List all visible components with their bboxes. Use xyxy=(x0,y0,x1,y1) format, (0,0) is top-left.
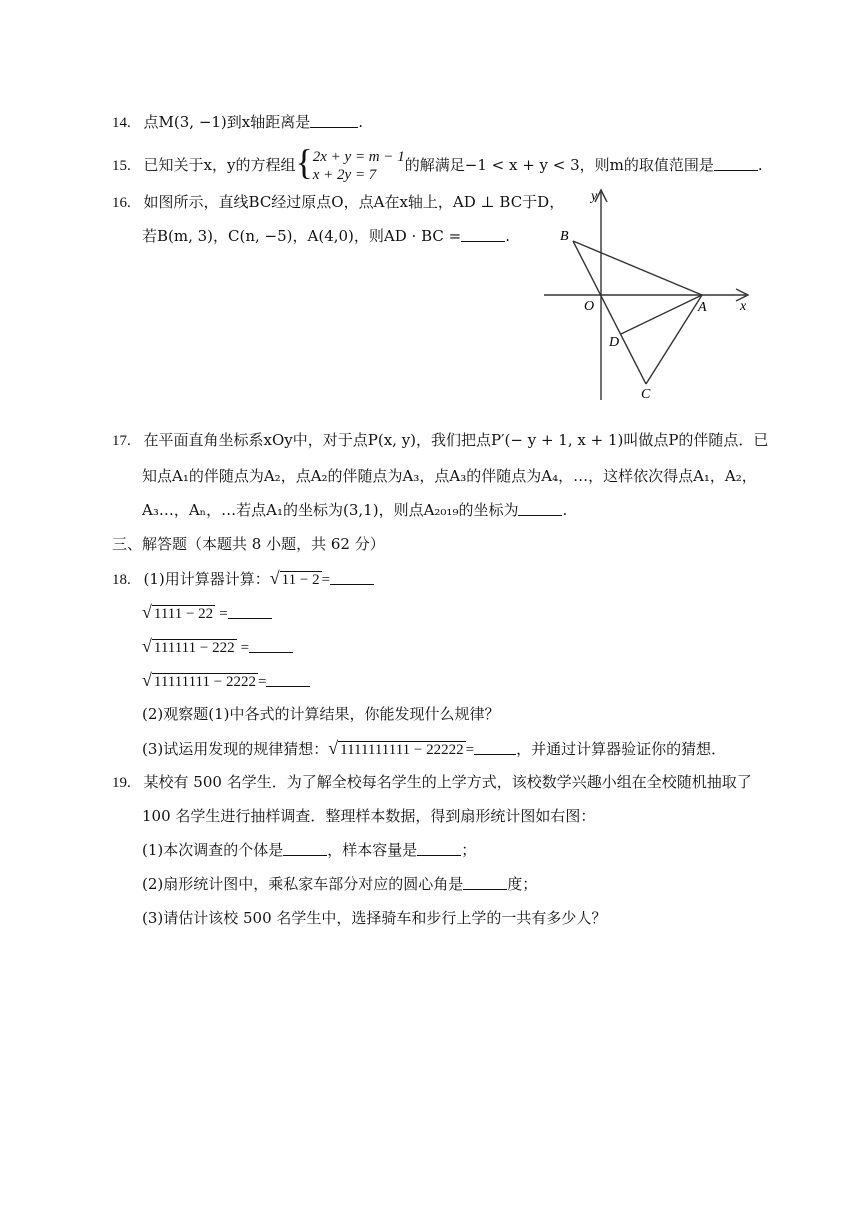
question-text-2: 的解满足−1 < x + y < 3，则m的取值范围是 xyxy=(404,156,714,174)
question-16-line-2 xyxy=(142,226,510,246)
question-text: (1)用计算器计算： xyxy=(143,570,270,588)
question-text: 某校有 500 名学生．为了解全校每名学生的上学方式，该校数学兴趣小组在全校随机抽取了 xyxy=(143,773,752,791)
question-text: 知点A₁的伴随点为A₂，点A₂的伴随点为A₃，点A₃的伴随点为A₄，…，这样依次得点A₁，A₂， xyxy=(142,467,757,485)
brace-icon: { xyxy=(295,142,313,182)
equals: = xyxy=(219,606,228,622)
answer-blank xyxy=(474,740,516,755)
question-text-end: ，并通过计算器验证你的猜想． xyxy=(516,740,727,758)
question-17-line-3 xyxy=(142,500,567,520)
segment-ba xyxy=(573,241,702,295)
sqrt-expression-4: √ 11111111 − 2222 xyxy=(142,670,256,690)
question-18-part-3 xyxy=(142,738,726,760)
question-text: 如图所示，直线BC经过原点O，点A在x轴上，AD ⊥ BC于D， xyxy=(143,193,565,211)
label-y: y xyxy=(591,189,598,204)
question-19-line-2: 100 名学生进行抽样调查．整理样本数据，得到扇形统计图如右图： xyxy=(142,807,596,825)
period: . xyxy=(358,113,364,131)
question-17-line-2 xyxy=(142,466,757,486)
question-18-row-3 xyxy=(142,636,293,658)
question-17-line-1 xyxy=(112,430,768,451)
equation-2: x + 2y = 7 xyxy=(312,167,377,183)
label-d: D xyxy=(609,335,620,350)
question-19-part-3: (3)请估计该校 500 名学生中，选择骑车和步行上学的一共有多少人？ xyxy=(142,909,607,927)
equals: = xyxy=(465,742,475,758)
period: . xyxy=(757,156,763,174)
question-text: (3)试运用发现的规律猜想： xyxy=(142,740,329,758)
question-number: 19. xyxy=(112,775,131,791)
equation-system xyxy=(313,148,405,184)
label-b: B xyxy=(560,229,569,244)
label-c: C xyxy=(641,387,651,402)
question-number: 15. xyxy=(112,158,131,174)
question-number: 18. xyxy=(112,572,131,588)
answer-blank xyxy=(417,841,461,856)
question-text: 点M(3, −1)到x轴距离是 xyxy=(143,113,311,131)
label-a: A xyxy=(698,300,707,315)
answer-blank xyxy=(518,501,562,516)
question-16-line-1 xyxy=(112,192,564,213)
question-15 xyxy=(112,144,763,184)
radicand: 11111111 − 2222 xyxy=(153,674,256,690)
question-19-part-1 xyxy=(142,840,476,860)
radicand: 11 − 2 xyxy=(281,572,320,588)
question-text: 已知关于x，y的方程组 xyxy=(143,156,296,174)
period: . xyxy=(562,501,568,519)
answer-blank xyxy=(249,638,293,653)
radicand: 1111 − 22 xyxy=(153,606,214,622)
question-text: A₃…，Aₙ，…若点A₁的坐标为(3,1)，则点A₂₀₁₉的坐标为 xyxy=(142,501,519,519)
period: . xyxy=(505,227,510,245)
answer-blank xyxy=(463,875,507,890)
question-number: 17. xyxy=(112,433,131,449)
semicolon: ； xyxy=(461,841,477,859)
question-text: (2)扇形统计图中，乘私家车部分对应的圆心角是 xyxy=(142,875,464,893)
question-text: ，样本容量是 xyxy=(327,841,418,859)
question-number: 16. xyxy=(112,195,131,211)
answer-blank xyxy=(266,672,310,687)
sqrt-expression-2: √ 1111 − 22 xyxy=(142,602,214,622)
radicand: 1111111111 − 22222 xyxy=(340,742,464,758)
equals: = xyxy=(321,572,331,588)
answer-blank xyxy=(228,604,272,619)
question-text: 度； xyxy=(507,875,538,893)
answer-blank xyxy=(714,156,758,171)
equals: = xyxy=(240,640,250,656)
label-o: O xyxy=(584,299,595,314)
question-text: 若B(m, 3)，C(n, −5)，A(4,0)，则AD · BC = xyxy=(142,227,462,245)
question-19-line-1 xyxy=(112,772,752,793)
question-text: 在平面直角坐标系xOy中，对于点P(x, y)，我们把点P′(− y + 1, x + 1)叫做点P的伴随点．已 xyxy=(143,431,769,449)
question-18-row-2 xyxy=(142,602,272,624)
question-18-row-4 xyxy=(142,670,310,692)
answer-blank xyxy=(283,841,327,856)
label-x: x xyxy=(740,299,747,314)
equation-1: 2x + y = m − 1 xyxy=(312,149,405,165)
answer-blank xyxy=(310,113,358,128)
question-number: 14. xyxy=(112,115,131,131)
question-18-part-2: (2)观察题(1)中各式的计算结果，你能发现什么规律？ xyxy=(142,705,500,723)
sqrt-expression-3: √ 111111 − 222 xyxy=(142,636,235,656)
question-19-part-2 xyxy=(142,874,537,894)
question-text: (1)本次调查的个体是 xyxy=(142,841,284,859)
equals: = xyxy=(257,674,267,690)
question-18-part-1 xyxy=(112,568,374,590)
sqrt-expression-1: √ 11 − 2 xyxy=(269,568,320,588)
section-heading: 三、解答题（本题共 8 小题，共 62 分） xyxy=(112,535,385,553)
question-14 xyxy=(112,112,363,133)
answer-blank xyxy=(330,570,374,585)
radicand: 111111 − 222 xyxy=(153,640,235,656)
sqrt-expression-5: √ 1111111111 − 22222 xyxy=(328,738,464,758)
answer-blank xyxy=(461,227,505,242)
coordinate-figure xyxy=(540,186,760,404)
